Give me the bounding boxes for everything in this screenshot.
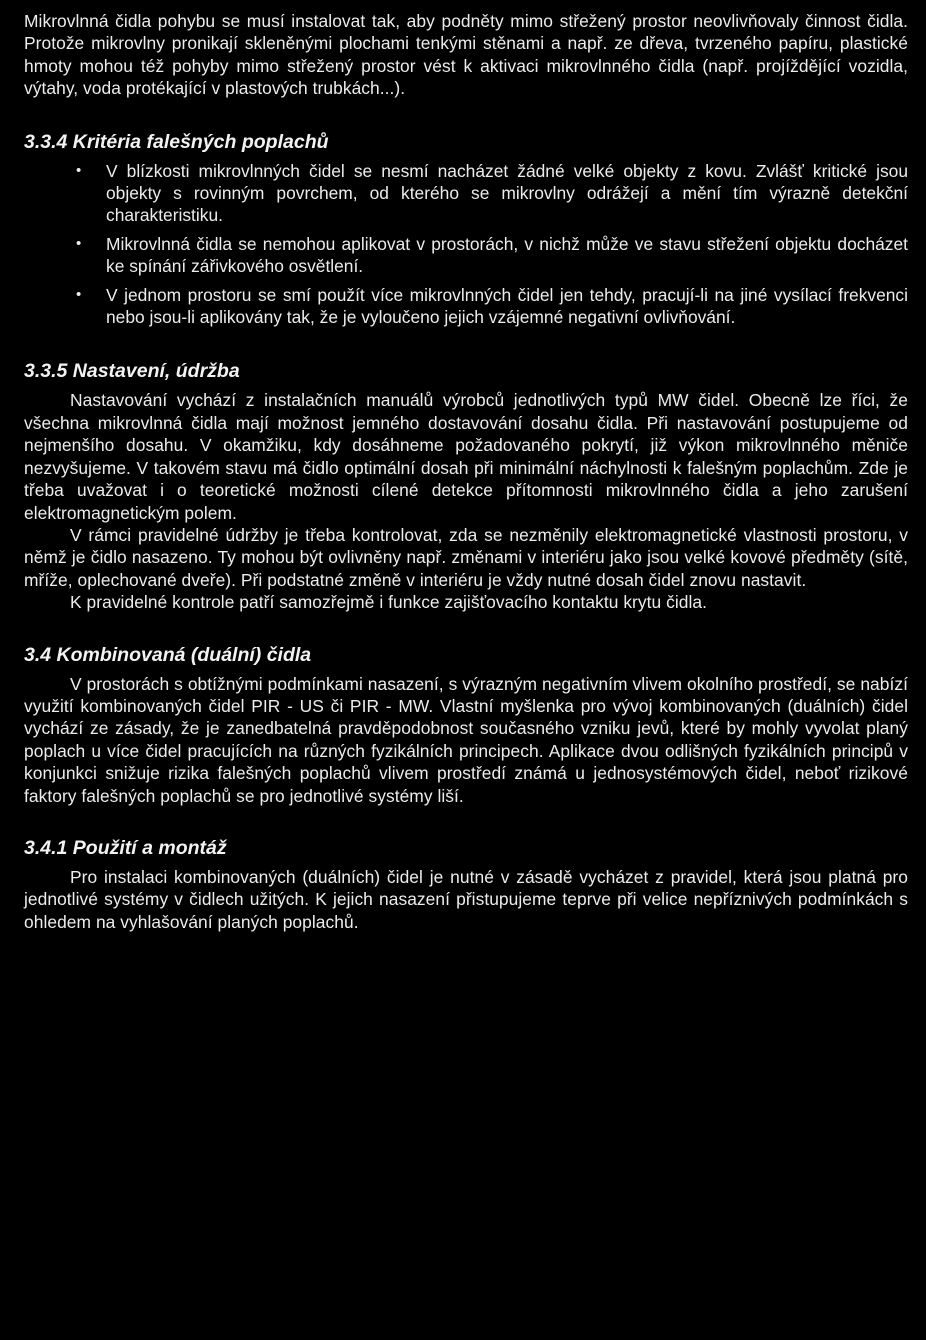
list-item-text: Mikrovlnná čidla se nemohou aplikovat v prostorách, v nichž může ve stavu střežení objektu docházet ke spínání zářivkového osvětlení. xyxy=(106,233,908,277)
intro-paragraph: Mikrovlnná čidla pohybu se musí instalovat tak, aby podněty mimo střežený prostor neovlivňovaly činnost čidla. Protože mikrovlny pronikají skleněnými plochami tenkými stěnami a např. ze dřeva, tvrzeného papíru, plastické hmoty mohou též pohyby mimo střežený prostor vést k aktivaci mikrovlnného čidla (např. projíždějící vozidla, výtahy, voda protékající v plastových trubkách...). xyxy=(24,11,908,99)
bullet-icon: • xyxy=(76,161,82,179)
bullet-icon: • xyxy=(76,285,82,303)
list-item xyxy=(24,160,908,227)
list-item xyxy=(24,284,908,329)
heading-3-3-4: 3.3.4 Kritéria falešných poplachů xyxy=(24,130,329,153)
heading-3-4-1: 3.4.1 Použití a montáž xyxy=(24,836,227,859)
list-item-text: V jednom prostoru se smí použít více mikrovlnných čidel jen tehdy, pracují-li na jiné vysílací frekvenci nebo jsou-li aplikovány tak, že je vyloučeno jejich vzájemné negativní ovlivňování. xyxy=(106,284,908,328)
settings-paragraph-2: V rámci pravidelné údržby je třeba kontrolovat, zda se nezměnily elektromagnetické vlastnosti prostoru, v němž je čidlo nasazeno. Ty mohou být ovlivněny např. změnami v interiéru jako jsou velké kovové předměty (sítě, mříže, oplechované dveře). Při podstatné změně v interiéru je vždy nutné dosah čidel znovu nastavit. xyxy=(24,524,908,590)
list-item-text: V blízkosti mikrovlnných čidel se nesmí nacházet žádné velké objekty z kovu. Zvlášť kritické jsou objekty s rovinným povrchem, od kterého se mikrovlny odrážejí a mění tím výrazně detekční charakteristiku. xyxy=(106,160,908,226)
heading-3-4: 3.4 Kombinovaná (duální) čidla xyxy=(24,643,312,666)
list-item xyxy=(24,233,908,278)
installation-paragraph: Pro instalaci kombinovaných (duálních) čidel je nutné v zásadě vycházet z pravidel, která jsou platná pro jednotlivé systémy v čidlech užitých. K jejich nasazení přistupujeme teprve při velice nepříznivých podmínkách s ohledem na vyhlašování planých poplachů. xyxy=(24,866,908,932)
heading-3-3-5: 3.3.5 Nastavení, údržba xyxy=(24,360,240,383)
bullet-icon: • xyxy=(76,234,82,252)
false-alarm-criteria-list xyxy=(24,160,908,329)
settings-paragraph-3: K pravidelné kontrole patří samozřejmě i funkce zajišťovacího kontaktu krytu čidla. xyxy=(70,592,708,613)
settings-paragraph-1: Nastavování vychází z instalačních manuálů výrobců jednotlivých typů MW čidel. Obecně lze říci, že všechna mikrovlnná čidla mají možnost jemného dostavování dosahu čidla. Při nastavování postupujeme od nejmenšího dosahu. V okamžiku, kdy dosáhneme požadovaného pokrytí, již výkon mikrovlnného měniče nezvyšujeme. V takovém stavu má čidlo optimální dosah při minimální náchylnosti k falešným poplachům. Zde je třeba uvažovat i o teoretické možnosti cílené detekce přítomnosti mikrovlnného čidla a jeho zarušení elektromagnetickým polem. xyxy=(24,390,908,523)
dual-sensors-paragraph: V prostorách s obtížnými podmínkami nasazení, s výrazným negativním vlivem okolního prostředí, se nabízí využití kombinovaných čidel PIR - US či PIR - MW. Vlastní myšlenka pro vývoj kombinovaných (duálních) čidel vychází ze zásady, že je zanedbatelná pravděpodobnost současného vzniku jevů, které by mohly vyvolat planý poplach u více čidel pracujících na různých fyzikálních principech. Aplikace dvou odlišných fyzikálních principů v konjunkci snižuje rizika falešných poplachů vlivem prostředí známá u jednosystémových čidel, neboť rizikové faktory falešných poplachů se pro jednotlivé systémy liší. xyxy=(24,673,908,806)
document-page xyxy=(24,10,908,933)
